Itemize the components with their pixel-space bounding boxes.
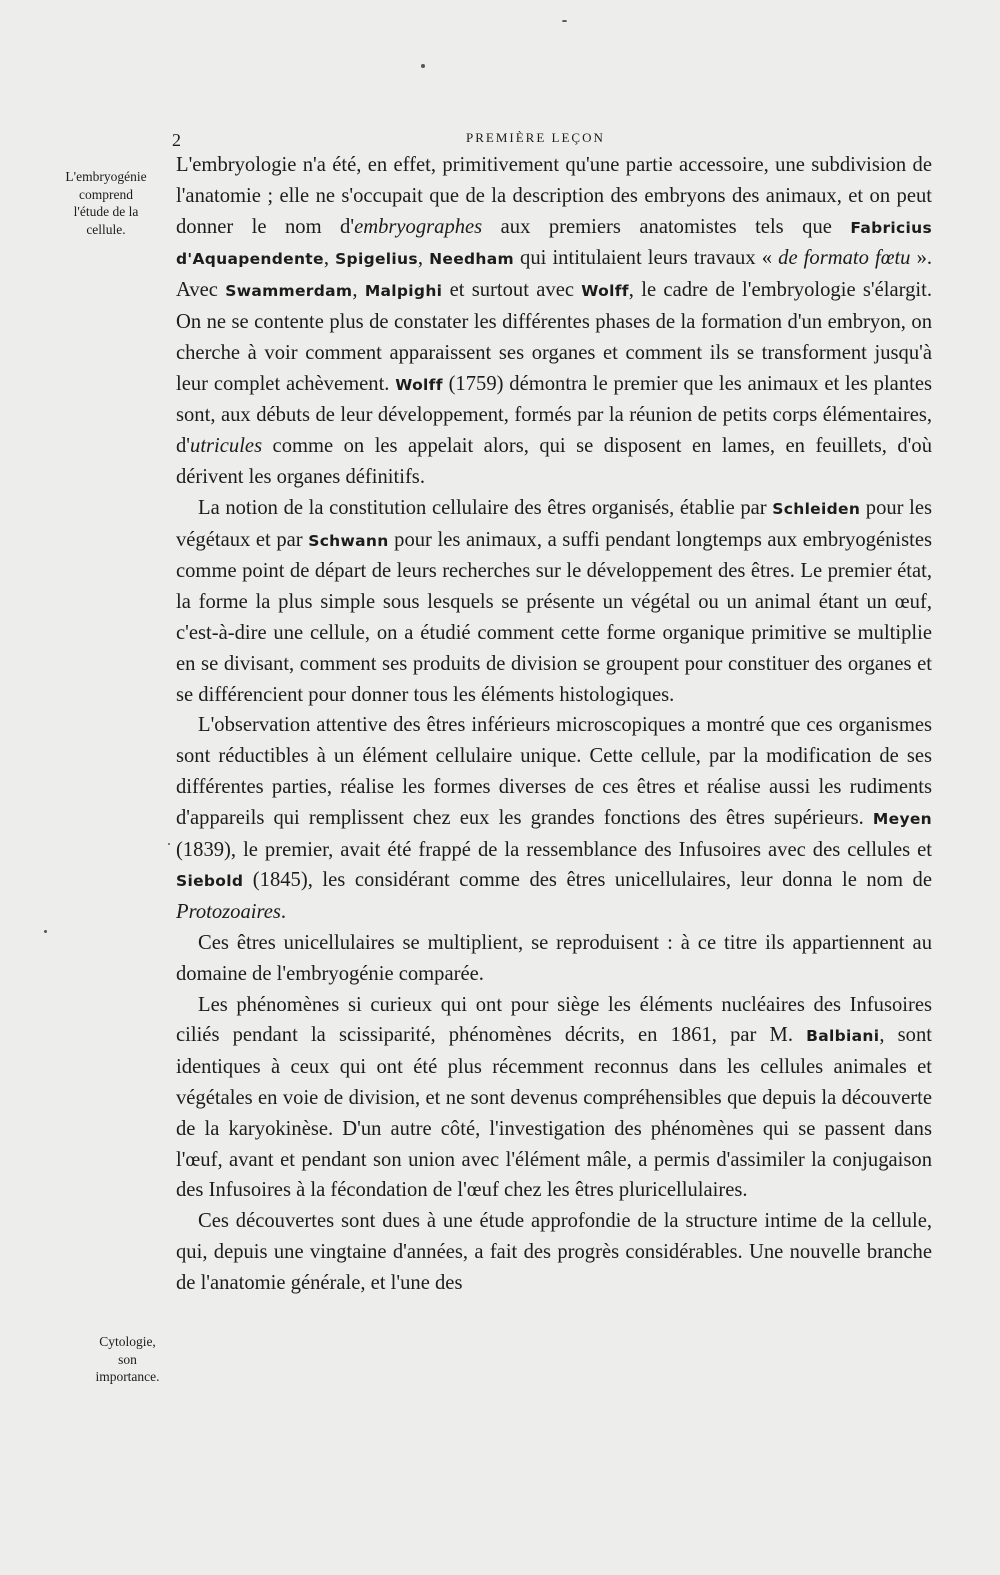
margin-note-line: Cytologie, — [99, 1334, 156, 1349]
margin-note-cytologie — [75, 1333, 180, 1386]
paper-speck — [421, 64, 425, 68]
paragraph-6: Ces découvertes sont dues à une étude approfondie de la structure intime de la cellule, qui, depuis une vingtaine d'années, a fait des progrès considérables. Une nouvelle branche de l'anatomie générale, et l'une des — [176, 1210, 932, 1294]
page-number: 2 — [172, 130, 182, 150]
author-name: Schleiden — [772, 499, 861, 518]
margin-note-line: son — [118, 1351, 137, 1367]
author-name: Wolff — [581, 282, 629, 301]
author-name: Wolff — [395, 375, 443, 394]
paragraph-4: Ces êtres unicellulaires se multiplient, se reproduisent : à ce titre ils appartiennent au domaine de l'embryogénie comparée. — [176, 931, 932, 985]
author-name: Swammerdam — [225, 282, 353, 301]
author-name: Siebold — [176, 872, 244, 891]
italic-term: Protozoaires — [176, 901, 281, 924]
paragraph-2: La notion de la constitution cellulaire des êtres organisés, établie par Schleiden pour les végétaux et par Schwann pour les animaux, a suffi pendant longtemps aux embryogénistes comme point de départ de leurs recherches sur le développement des êtres. Le premier état, la forme la plus simple sous lesquels se présente un végétal ou un animal étant un œuf, c'est-à-dire une cellule, on a étudié comment cette forme organique primitive se multiplie en se divisant, comment ses produits de division se groupent pour constituer des organes et se différencient pour donner tous les éléments histologiques. — [176, 496, 933, 706]
author-name: Malpighi — [364, 282, 443, 301]
main-text — [176, 150, 932, 1298]
author-name: Meyen — [872, 809, 932, 828]
paragraph-5: Les phénomènes si curieux qui ont pour siège les éléments nucléaires des Infusoires ciliés pendant la scissiparité, phénomènes décrits, en 1861, par M. Balbiani, sont identiques à ceux qui ont été plus récemment reconnus dans les cellules animales et végétales en voie de division, et ne sont devenus compréhensibles que depuis la découverte de la karyokinèse. D'un autre côté, l'investigation des phénomènes qui se passent dans l'œuf, avant et pendant son union avec l'élément mâle, a permis d'assimiler la conjugaison des Infusoires à la fécondation de l'œuf chez les êtres pluricellulaires. — [176, 993, 932, 1202]
margin-note-line: comprend — [79, 186, 133, 202]
margin-note-line: cellule. — [86, 221, 126, 237]
running-head: PREMIÈRE LEÇON — [466, 130, 605, 145]
paper-speck — [168, 843, 170, 845]
paragraph-1: L'embryologie n'a été, en effet, primitivement qu'une partie accessoire, une subdivision de l'anatomie ; elle ne s'occupait que de la description des embryons des animaux, et on peut donner le nom d'embryographes aux premiers anatomistes tels que Fabricius d'Aquapendente, Spigelius, Needham qui intitulaient leurs travaux « de formato fœtu ». Avec Swammerdam, Malpighi et surtout avec Wolff, le cadre de l'embryologie s'élargit. On ne se contente plus de constater les différentes phases de la formation d'un embryon, on cherche à voir comment apparaissent ses organes et comment ils se transforment jusqu'à leur complet achèvement. Wolff (1759) démontra le premier que les animaux et les plantes sont, aux débuts de leur développement, formés par la réunion de petits corps élémentaires, d'utricules comme on les appelait alors, qui se disposent en lames, en feuillets, d'où dérivent les organes définitifs. — [176, 154, 933, 488]
italic-term: embryographes — [354, 215, 483, 238]
page-header — [0, 126, 1000, 152]
paper-speck — [562, 20, 567, 22]
paragraph-3: L'observation attentive des êtres inférieurs microscopiques a montré que ces organismes sont réductibles à un élément cellulaire unique. Cette cellule, par la modification de ses différentes parties, réalise les formes diverses de ces êtres et réalise aussi les rudiments d'appareils qui remplissent chez eux les grandes fonctions des êtres supérieurs. Meyen (1839), le premier, avait été frappé de la ressemblance des Infusoires avec des cellules et Siebold (1845), les considérant comme des êtres unicellulaires, leur donna le nom de Protozoaires. — [176, 714, 932, 924]
author-name: Schwann — [308, 531, 389, 550]
author-name: Needham — [429, 250, 514, 269]
margin-note-line: L'embryogénie — [65, 169, 147, 184]
italic-term: utricules — [190, 435, 263, 458]
paper-speck — [44, 930, 47, 933]
margin-note-line: l'étude de la — [73, 204, 139, 219]
author-name: Fabricius d'Aquapendente — [176, 218, 932, 269]
margin-note-embryogenie — [46, 168, 166, 238]
italic-term: de formato fœtu — [778, 247, 911, 270]
author-name: Balbiani — [806, 1027, 880, 1046]
margin-note-line: importance. — [95, 1369, 160, 1384]
author-name: Spigelius — [335, 250, 418, 269]
